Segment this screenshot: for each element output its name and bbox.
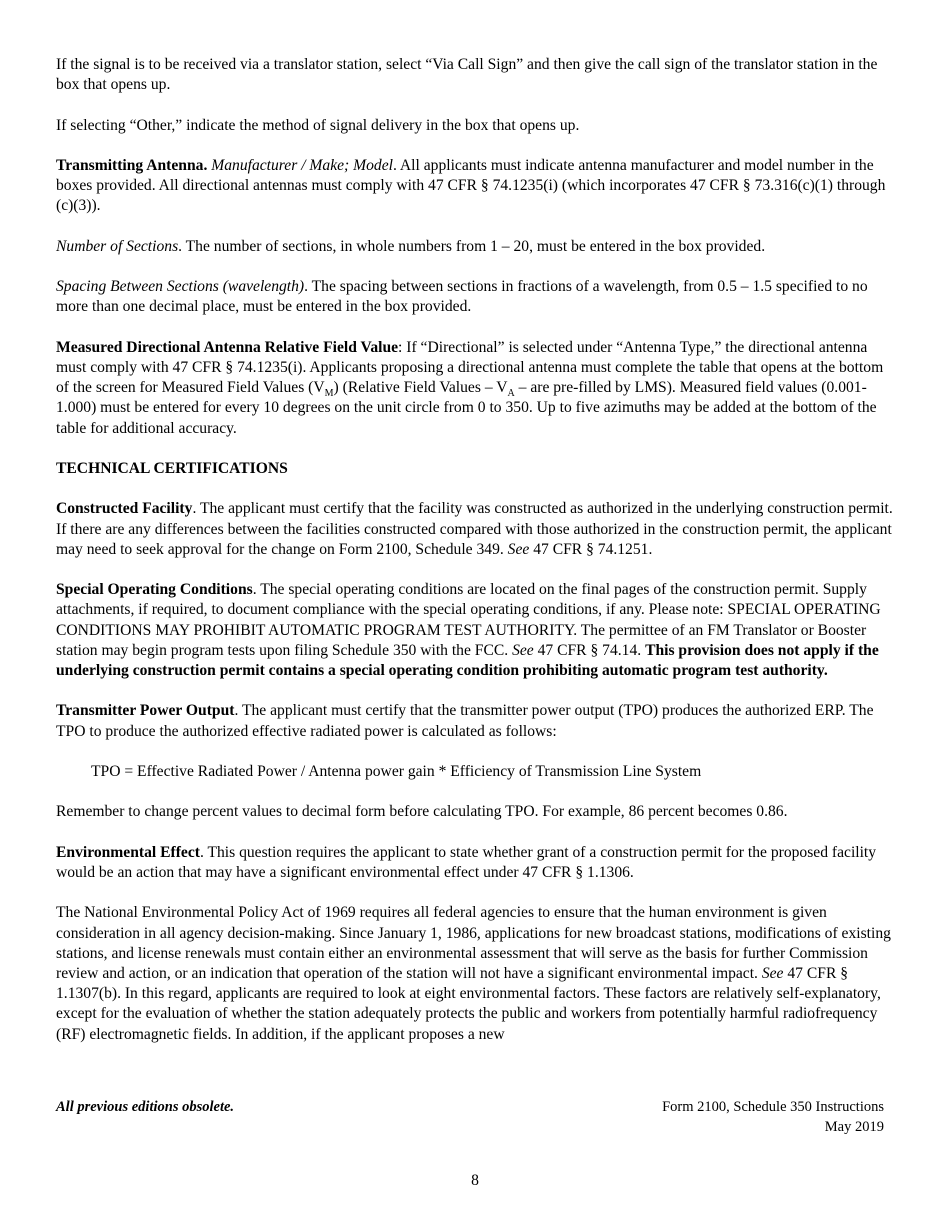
paragraph-tpo <box>56 701 896 741</box>
measured-text-c: – are pre-filled by LMS). Measured field values (0.001-1.000) must be entered for every 10 degrees on the unit circle from 0 to 350. Up to five azimuths may be added at the bottom of the table for additional accuracy. <box>56 379 877 437</box>
tpo-text: . The applicant must certify that the transmitter power output (TPO) produces the authorized ERP. The TPO to produce the authorized effective radiated power is calculated as follows: <box>56 702 874 740</box>
paragraph-other: If selecting “Other,” indicate the method of signal delivery in the box that opens up. <box>56 116 580 134</box>
paragraph-environmental <box>56 843 896 883</box>
nepa-text-a: The National Environmental Policy Act of 1969 requires all federal agencies to ensure that the human environment is given consideration in all agency decision-making. Since January 1, 1986, applications for new broadcast stations, modifications of existing stations, and license renewals must contain either an environmental assessment that will serve as the basis for further Commission review and action, or an indication that operation of the station will not have a significant environmental impact. <box>56 904 891 982</box>
special-cite: 47 CFR § 74.14. <box>533 641 646 659</box>
sections-text: . The number of sections, in whole numbers from 1 – 20, must be entered in the box provided. <box>178 237 766 255</box>
special-label: Special Operating Conditions <box>56 581 253 599</box>
env-label: Environmental Effect <box>56 843 200 861</box>
footer-form-info <box>662 1097 884 1137</box>
antenna-text: . All applicants must indicate antenna manufacturer and model number in the boxes provided. All directional antennas must comply with 47 CFR § 74.1235(i) (which incorporates 47 CFR § 73.316(c)(1) through (c)(3)). <box>56 156 886 215</box>
paragraph-special <box>56 580 896 681</box>
special-text: . The special operating conditions are located on the final pages of the construction permit. Supply attachments, if required, to document compliance with the special operating conditions, if any. Please note: SPECIAL OPERATING CONDITIONS MAY PROHIBIT AUTOMATIC PROGRAM TEST AUTHORITY. The permittee of an FM Translator or Booster station may begin program tests upon filing Schedule 350 with the FCC. <box>56 581 881 659</box>
constructed-see: See <box>507 540 530 558</box>
paragraph-antenna <box>56 156 896 217</box>
measured-sub-m: M <box>324 388 334 400</box>
tpo-label: Transmitter Power Output <box>56 702 235 720</box>
paragraph-nepa <box>56 903 896 1044</box>
antenna-sublabel: Manufacturer / Make; Model <box>211 156 393 174</box>
nepa-see: See <box>761 964 784 982</box>
constructed-label: Constructed Facility <box>56 500 193 518</box>
measured-label: Measured Directional Antenna Relative Field Value <box>56 338 399 356</box>
paragraph-sections <box>56 237 896 257</box>
measured-text-b: ) (Relative Field Values – V <box>333 379 508 397</box>
footer-obsolete-note: All previous editions obsolete. <box>56 1099 235 1115</box>
antenna-label: Transmitting Antenna. <box>56 156 208 174</box>
paragraph-translator: If the signal is to be received via a translator station, select “Via Call Sign” and then give the call sign of the translator station in the box that opens up. <box>56 56 878 94</box>
section-heading: TECHNICAL CERTIFICATIONS <box>56 459 288 477</box>
paragraph-remember: Remember to change percent values to decimal form before calculating TPO. For example, 86 percent becomes 0.86. <box>56 803 788 821</box>
nepa-text-b: 47 CFR § 1.1307(b). In this regard, applicants are required to look at eight environmental factors. These factors are relatively self-explanatory, except for the evaluation of whether the station adequately protects the public and workers from potentially harmful radiofrequency (RF) electromagnetic fields. In addition, if the applicant proposes a new <box>56 964 881 1043</box>
page-number: 8 <box>471 1172 479 1189</box>
footer-form-date: May 2019 <box>824 1119 884 1136</box>
spacing-text: . The spacing between sections in fractions of a wavelength, from 0.5 – 1.5 specified to no more than one decimal place, must be entered in the box provided. <box>56 278 868 316</box>
paragraph-measured <box>56 338 896 439</box>
footer-form-title: Form 2100, Schedule 350 Instructions <box>662 1099 884 1115</box>
measured-text-a: : If “Directional” is selected under “Antenna Type,” the directional antenna must comply with 47 CFR § 74.1235(i). Applicants proposing a directional antenna must complete the table that opens at the bottom of the screen for Measured Field Values (V <box>56 338 884 397</box>
measured-sub-a: A <box>507 388 515 400</box>
special-bold: This provision does not apply if the underlying construction permit contains a special operating condition prohibiting automatic program test authority. <box>56 641 879 679</box>
paragraph-constructed <box>56 499 896 560</box>
paragraph-spacing <box>56 277 896 317</box>
spacing-label: Spacing Between Sections (wavelength) <box>56 278 305 296</box>
env-text: . This question requires the applicant to state whether grant of a construction permit for the proposed facility would be an action that may have a significant environmental effect under 47 CFR § 1.1306. <box>56 843 877 881</box>
constructed-text: . The applicant must certify that the facility was constructed as authorized in the underlying construction permit. If there are any differences between the facilities constructed compared with those authorized in the construction permit, the applicant may need to seek approval for the change on Form 2100, Schedule 349. <box>56 500 893 558</box>
constructed-cite: 47 CFR § 74.1251. <box>529 540 653 558</box>
tpo-formula: TPO = Effective Radiated Power / Antenna power gain * Efficiency of Transmission Line System <box>91 762 702 780</box>
special-see: See <box>512 641 534 659</box>
sections-label: Number of Sections <box>56 237 179 255</box>
document-body <box>56 55 896 1065</box>
